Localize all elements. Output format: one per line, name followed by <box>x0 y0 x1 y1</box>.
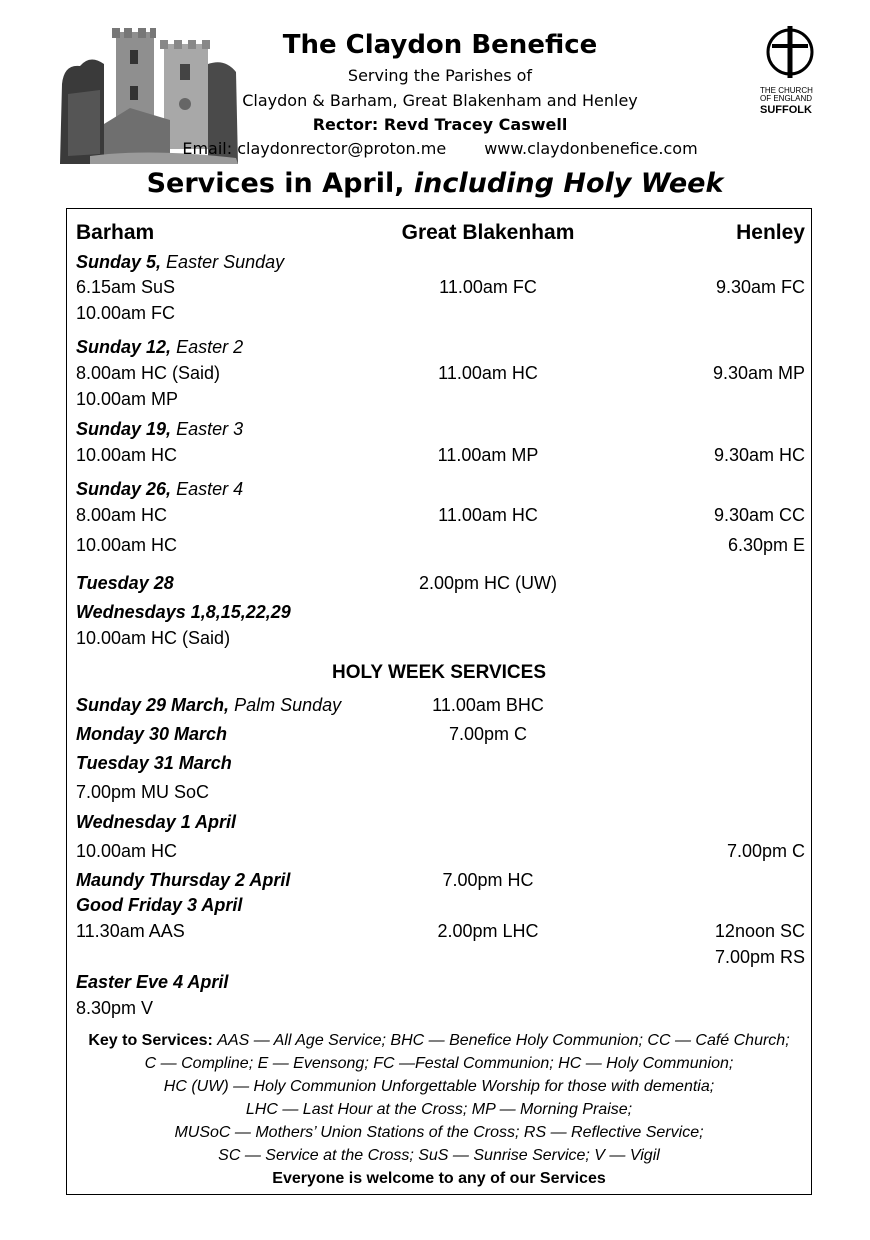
service-time: 7.00pm HC <box>442 870 534 890</box>
day-subtitle: Easter 4 <box>176 479 244 499</box>
parishes-line: Claydon & Barham, Great Blakenham and Henley <box>242 91 638 110</box>
logo-text: OF ENGLAND <box>760 94 813 103</box>
service-time: 10.00am FC <box>76 303 176 323</box>
service-time: 10.00am HC <box>76 445 178 465</box>
key-line <box>66 1029 812 1052</box>
serving-line: Serving the Parishes of <box>347 66 533 85</box>
service-time: 8.30pm V <box>76 998 154 1018</box>
column-header-great-blakenham: Great Blakenham <box>401 221 575 244</box>
service-time: 9.30am MP <box>712 363 805 383</box>
service-time: 10.00am HC <box>76 841 178 861</box>
day-subtitle: Easter Sunday <box>166 252 285 272</box>
church-of-england-logo <box>760 24 820 120</box>
service-time: 11.00am FC <box>439 277 537 297</box>
contact-line <box>150 139 730 158</box>
day-subtitle: Palm Sunday <box>234 695 342 715</box>
service-time: 11.00am MP <box>437 445 539 465</box>
key-line: MUSoC — Mothers’ Union Stations of the Cross; RS — Reflective Service; <box>174 1124 704 1141</box>
service-time: 10.00am MP <box>76 389 179 409</box>
email-address[interactable]: Email: claydonrector@proton.me <box>182 139 447 158</box>
service-time: 11.00am BHC <box>432 695 544 715</box>
day-name: Sunday 5, <box>76 252 162 272</box>
day-label <box>76 418 243 440</box>
rector-line: Rector: Revd Tracey Caswell <box>312 115 568 134</box>
day-name: Sunday 12, <box>76 337 172 357</box>
day-name: Maundy Thursday 2 April <box>76 870 291 890</box>
key-line: C — Compline; E — Evensong; FC —Festal Communion; HC — Holy Communion; <box>144 1055 734 1072</box>
service-time: 11.30am AAS <box>76 921 185 941</box>
key-line: LHC — Last Hour at the Cross; MP — Morning Praise; <box>245 1101 633 1118</box>
service-time: 8.00am HC (Said) <box>76 363 221 383</box>
column-header-barham: Barham <box>76 221 155 244</box>
key-line: SC — Service at the Cross; SuS — Sunrise Service; V — Vigil <box>218 1147 660 1164</box>
services-heading-main: Services in April, <box>146 168 405 199</box>
day-label <box>76 336 243 358</box>
column-header-henley: Henley <box>736 221 805 244</box>
day-name: Sunday 29 March, <box>76 695 230 715</box>
service-time: 2.00pm HC (UW) <box>418 573 558 593</box>
day-name: Wednesdays 1,8,15,22,29 <box>76 602 291 622</box>
day-name: Tuesday 31 March <box>76 753 232 773</box>
website-link[interactable]: www.claydonbenefice.com <box>484 139 698 158</box>
service-key <box>66 1029 812 1190</box>
service-time: 7.00pm RS <box>714 947 805 967</box>
cross-emblem-icon <box>760 24 820 84</box>
day-subtitle: Easter 3 <box>176 419 244 439</box>
day-name: Good Friday 3 April <box>76 895 243 915</box>
service-time: 7.00pm C <box>726 841 805 861</box>
day-name: Easter Eve 4 April <box>76 972 229 992</box>
service-time: 9.30am CC <box>713 505 805 525</box>
service-time: 11.00am HC <box>438 505 538 525</box>
day-name: Sunday 26, <box>76 479 172 499</box>
service-time: 6.30pm E <box>727 535 805 555</box>
service-time: 6.15am SuS <box>76 277 176 297</box>
day-label <box>76 478 243 500</box>
service-time: 9.30am FC <box>715 277 805 297</box>
service-time: 7.00pm MU SoC <box>76 782 210 802</box>
service-time: 10.00am HC (Said) <box>76 628 231 648</box>
key-text: AAS — All Age Service; BHC — Benefice Holy Communion; CC — Café Church; <box>217 1032 790 1049</box>
services-heading-italic: including Holy Week <box>413 168 724 199</box>
service-time: 7.00pm C <box>448 724 528 744</box>
key-line: HC (UW) — Holy Communion Unforgettable Worship for those with dementia; <box>163 1078 715 1095</box>
logo-text: THE CHURCH <box>760 86 813 95</box>
day-subtitle: Easter 2 <box>176 337 244 357</box>
key-label: Key to Services: <box>88 1032 213 1049</box>
page-title: The Claydon Benefice <box>282 30 598 60</box>
service-time: 11.00am HC <box>438 363 538 383</box>
service-time: 12noon SC <box>714 921 805 941</box>
service-time: 10.00am HC <box>76 535 178 555</box>
welcome-line: Everyone is welcome to any of our Services <box>272 1170 606 1187</box>
day-label <box>76 694 341 716</box>
day-name: Tuesday 28 <box>76 573 174 593</box>
day-name: Monday 30 March <box>76 724 228 744</box>
holy-week-heading: HOLY WEEK SERVICES <box>332 662 546 683</box>
service-time: 2.00pm LHC <box>437 921 539 941</box>
service-time: 9.30am HC <box>713 445 805 465</box>
services-heading <box>60 168 810 199</box>
day-label <box>76 251 284 273</box>
logo-text: SUFFOLK <box>760 104 812 116</box>
day-name: Sunday 19, <box>76 419 172 439</box>
day-name: Wednesday 1 April <box>76 812 237 832</box>
service-time: 8.00am HC <box>76 505 168 525</box>
